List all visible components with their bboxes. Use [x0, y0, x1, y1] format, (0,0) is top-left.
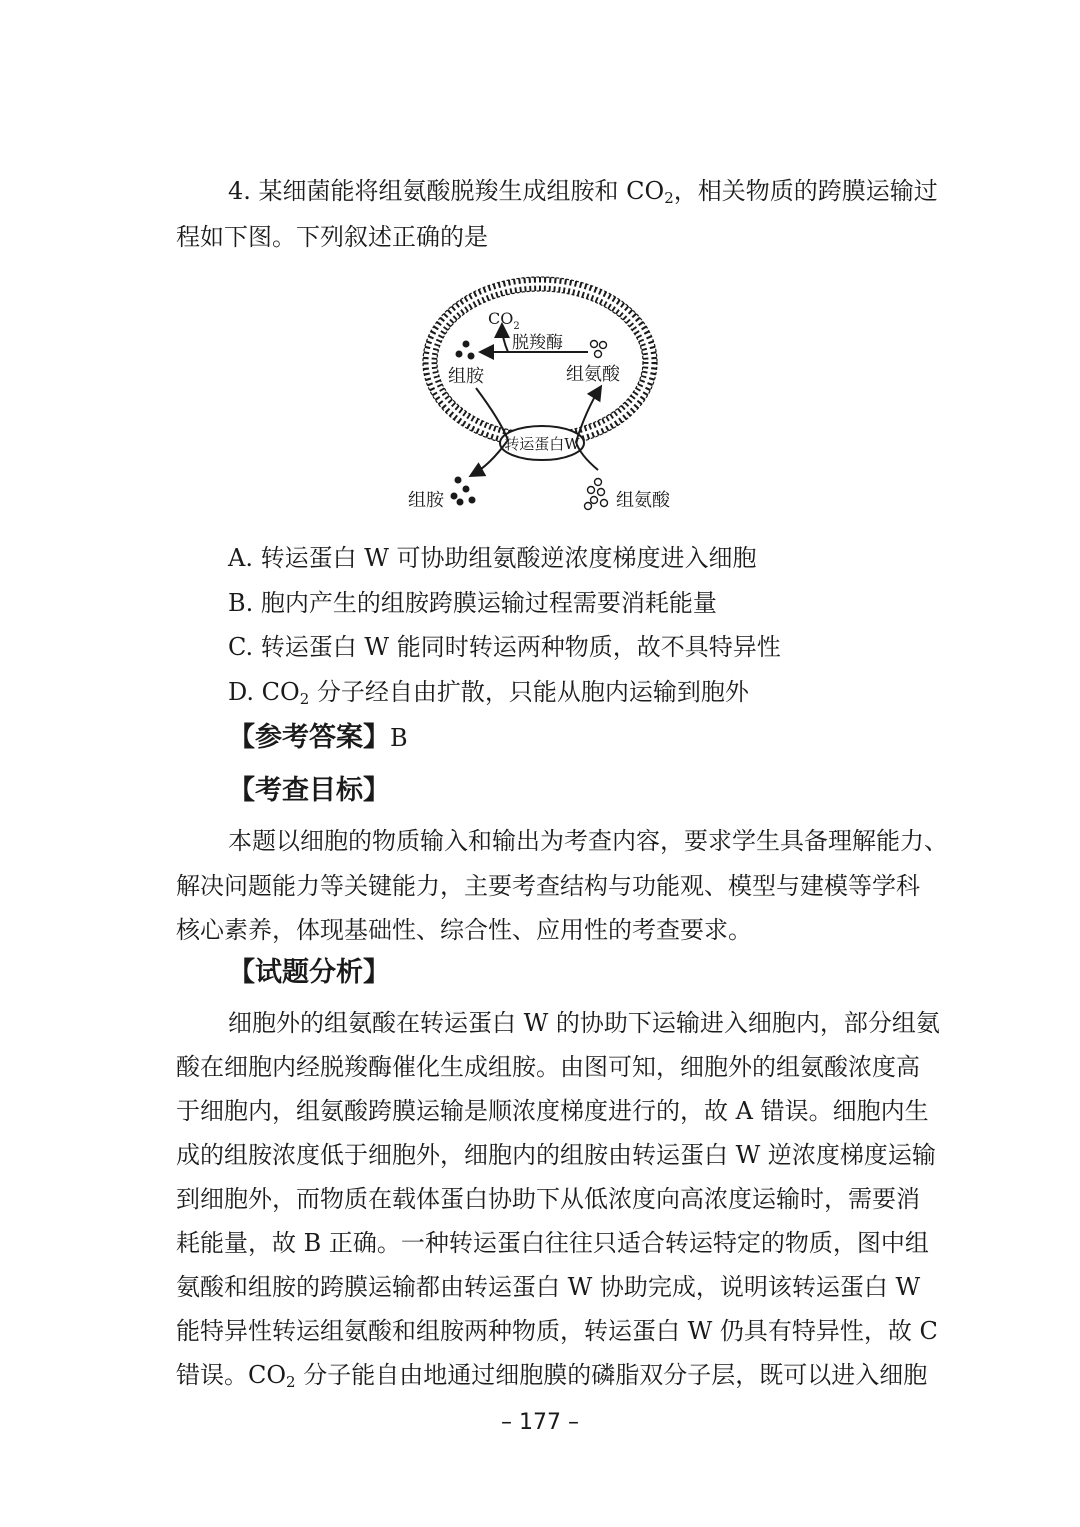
transporter-w-label: 转运蛋白W — [504, 435, 580, 453]
objective-line: 解决问题能力等关键能力，主要考查结构与功能观、模型与建模等学科 — [176, 872, 920, 900]
analysis-line: 细胞外的组氨酸在转运蛋白 W 的协助下运输进入细胞内，部分组氨 — [228, 1009, 940, 1037]
histidine-circles-outside — [585, 479, 608, 510]
option-b: B. 胞内产生的组胺跨膜运输过程需要消耗能量 — [228, 589, 717, 617]
page-number: – 177 – — [501, 1410, 579, 1435]
co2-release-arrow — [502, 326, 508, 352]
analysis-line: 耗能量，故 B 正确。一种转运蛋白往往只适合转运特定的物质，图中组 — [176, 1229, 929, 1257]
option-c: C. 转运蛋白 W 能同时转运两种物质，故不具特异性 — [228, 633, 781, 661]
option-d: D. $CO_2$ 分子经自由扩散，只能从胞内运输到胞外 — [228, 678, 749, 708]
histamine-dots-inside — [456, 341, 475, 360]
analysis-line: 氨酸和组胺的跨膜运输都由转运蛋白 W 协助完成，说明该转运蛋白 W — [176, 1273, 921, 1301]
answer-heading: 【参考答案】B — [228, 722, 408, 753]
analysis-line: 能特异性转运组氨酸和组胺两种物质，转运蛋白 W 仍具有特异性，故 C — [176, 1317, 938, 1345]
objective-line: 本题以细胞的物质输入和输出为考查内容，要求学生具备理解能力、 — [228, 827, 948, 855]
histidine-circles-inside — [591, 341, 607, 358]
histidine-outside-label: 组氨酸 — [616, 490, 670, 511]
analysis-line: 于细胞内，组氨酸跨膜运输是顺浓度梯度进行的，故 A 错误。细胞内生 — [176, 1097, 929, 1125]
objective-line: 核心素养，体现基础性、综合性、应用性的考查要求。 — [176, 916, 752, 944]
co2-label: $CO_2$ — [488, 309, 520, 332]
question-line-2: 程如下图。下列叙述正确的是 — [176, 223, 488, 251]
histamine-inside-label: 组胺 — [448, 366, 484, 387]
analysis-line: 成的组胺浓度低于细胞外，细胞内的组胺由转运蛋白 W 逆浓度梯度运输 — [176, 1141, 936, 1169]
analysis-heading: 【试题分析】 — [228, 957, 390, 988]
histidine-inside-label: 组氨酸 — [566, 364, 620, 385]
analysis-line: 错误。$CO_2$ 分子能自由地通过细胞膜的磷脂双分子层，既可以进入细胞 — [176, 1361, 928, 1391]
objective-heading: 【考查目标】 — [228, 775, 390, 806]
answer-value: B — [390, 724, 408, 752]
cell-membrane — [423, 277, 657, 447]
analysis-line: 到细胞外，而物质在载体蛋白协助下从低浓度向高浓度运输时，需要消 — [176, 1185, 920, 1213]
membrane-transport-diagram — [380, 270, 700, 520]
histamine-dots-outside — [451, 477, 476, 506]
analysis-line: 酸在细胞内经脱羧酶催化生成组胺。由图可知，细胞外的组氨酸浓度高 — [176, 1053, 920, 1081]
option-a: A. 转运蛋白 W 可协助组氨酸逆浓度梯度进入细胞 — [228, 544, 757, 572]
histamine-outside-label: 组胺 — [408, 490, 444, 511]
enzyme-label: 脱羧酶 — [512, 333, 563, 353]
question-line-1: 4. 某细菌能将组氨酸脱羧生成组胺和 $CO_2$，相关物质的跨膜运输过 — [228, 177, 938, 207]
